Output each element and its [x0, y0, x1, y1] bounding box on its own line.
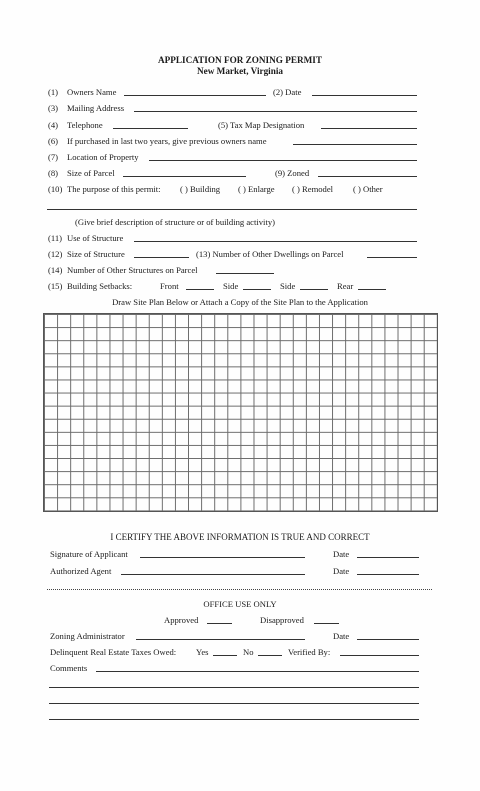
purpose-building-option[interactable]: ( ) Building	[180, 184, 221, 194]
field-number: (10)	[48, 184, 63, 194]
location-line[interactable]	[149, 160, 417, 161]
date-label: (2) Date	[273, 87, 302, 97]
field-number: (3)	[48, 103, 59, 113]
delinquent-taxes-label: Delinquent Real Estate Taxes Owed:	[50, 647, 177, 657]
form-title: APPLICATION FOR ZONING PERMIT	[158, 55, 322, 65]
agent-date-label: Date	[333, 566, 350, 576]
previous-owners-label: If purchased in last two years, give previous owners name	[67, 136, 267, 146]
structure-use-line[interactable]	[134, 241, 417, 242]
site-plan-instruction: Draw Site Plan Below or Attach a Copy of the Site Plan to the Application	[112, 297, 368, 307]
owners-name-line[interactable]	[124, 95, 266, 96]
approved-label: Approved	[164, 615, 199, 625]
disapproved-label: Disapproved	[260, 615, 304, 625]
disapproved-line[interactable]	[314, 623, 339, 624]
zoning-administrator-line[interactable]	[136, 639, 305, 640]
site-plan-grid[interactable]	[43, 313, 438, 512]
approved-line[interactable]	[207, 623, 232, 624]
previous-owners-line[interactable]	[293, 144, 417, 145]
field-number: (4)	[48, 120, 59, 130]
zoning-administrator-label: Zoning Administrator	[50, 631, 125, 641]
setback-front-line[interactable]	[186, 289, 214, 290]
field-number: (11)	[48, 233, 62, 243]
comments-line[interactable]	[49, 703, 419, 704]
purpose-enlarge-option[interactable]: ( ) Enlarge	[238, 184, 275, 194]
other-structures-line[interactable]	[216, 273, 274, 274]
zoned-label: (9) Zoned	[275, 168, 310, 178]
parcel-size-line[interactable]	[123, 176, 246, 177]
certification-statement: I CERTIFY THE ABOVE INFORMATION IS TRUE AND CORRECT	[110, 532, 370, 542]
authorized-agent-line[interactable]	[121, 574, 305, 575]
purpose-remodel-option[interactable]: ( ) Remodel	[292, 184, 334, 194]
field-number: (15)	[48, 281, 63, 291]
comments-line[interactable]	[49, 719, 419, 720]
taxes-no-line[interactable]	[258, 655, 282, 656]
owners-name-label: Owners Name	[67, 87, 117, 97]
admin-date-line[interactable]	[357, 639, 419, 640]
tax-map-label: (5) Tax Map Designation	[218, 120, 305, 130]
tax-map-line[interactable]	[321, 128, 417, 129]
taxes-no-label: No	[243, 647, 254, 657]
setback-side-label: Side	[223, 281, 239, 291]
structure-use-label: Use of Structure	[67, 233, 124, 243]
applicant-signature-label: Signature of Applicant	[50, 549, 128, 559]
purpose-note: (Give brief description of structure or of building activity)	[75, 217, 275, 227]
comments-line[interactable]	[96, 671, 419, 672]
setback-rear-label: Rear	[337, 281, 354, 291]
purpose-label: The purpose of this permit:	[67, 184, 161, 194]
purpose-other-option[interactable]: ( ) Other	[353, 184, 383, 194]
agent-date-line[interactable]	[357, 574, 419, 575]
field-number: (14)	[48, 265, 63, 275]
verified-by-label: Verified By:	[288, 647, 331, 657]
taxes-yes-line[interactable]	[213, 655, 237, 656]
date-line[interactable]	[312, 95, 417, 96]
field-number: (1)	[48, 87, 59, 97]
setback-front-label: Front	[160, 281, 179, 291]
structure-size-line[interactable]	[134, 257, 189, 258]
form-subtitle: New Market, Virginia	[197, 66, 283, 76]
purpose-description-line[interactable]	[47, 209, 417, 210]
telephone-line[interactable]	[113, 128, 188, 129]
parcel-size-label: Size of Parcel	[67, 168, 115, 178]
setback-side-line[interactable]	[300, 289, 328, 290]
field-number: (12)	[48, 249, 63, 259]
structure-size-label: Size of Structure	[67, 249, 125, 259]
mailing-address-line[interactable]	[134, 111, 417, 112]
authorized-agent-label: Authorized Agent	[50, 566, 112, 576]
zoned-line[interactable]	[318, 176, 417, 177]
mailing-address-label: Mailing Address	[67, 103, 125, 113]
setbacks-label: Building Setbacks:	[67, 281, 133, 291]
other-structures-label: Number of Other Structures on Parcel	[67, 265, 198, 275]
telephone-label: Telephone	[67, 120, 103, 130]
applicant-date-line[interactable]	[357, 557, 419, 558]
dotted-divider	[47, 589, 432, 590]
office-use-heading: OFFICE USE ONLY	[203, 599, 277, 609]
other-dwellings-line[interactable]	[367, 257, 417, 258]
other-dwellings-label: (13) Number of Other Dwellings on Parcel	[196, 249, 344, 259]
field-number: (7)	[48, 152, 59, 162]
setback-side-label: Side	[280, 281, 296, 291]
field-number: (6)	[48, 136, 59, 146]
applicant-signature-line[interactable]	[140, 557, 305, 558]
admin-date-label: Date	[333, 631, 350, 641]
applicant-date-label: Date	[333, 549, 350, 559]
setback-side-line[interactable]	[243, 289, 271, 290]
setback-rear-line[interactable]	[358, 289, 386, 290]
comments-line[interactable]	[49, 687, 419, 688]
verified-by-line[interactable]	[340, 655, 419, 656]
location-label: Location of Property	[67, 152, 139, 162]
taxes-yes-label: Yes	[196, 647, 209, 657]
field-number: (8)	[48, 168, 59, 178]
comments-label: Comments	[50, 663, 88, 673]
